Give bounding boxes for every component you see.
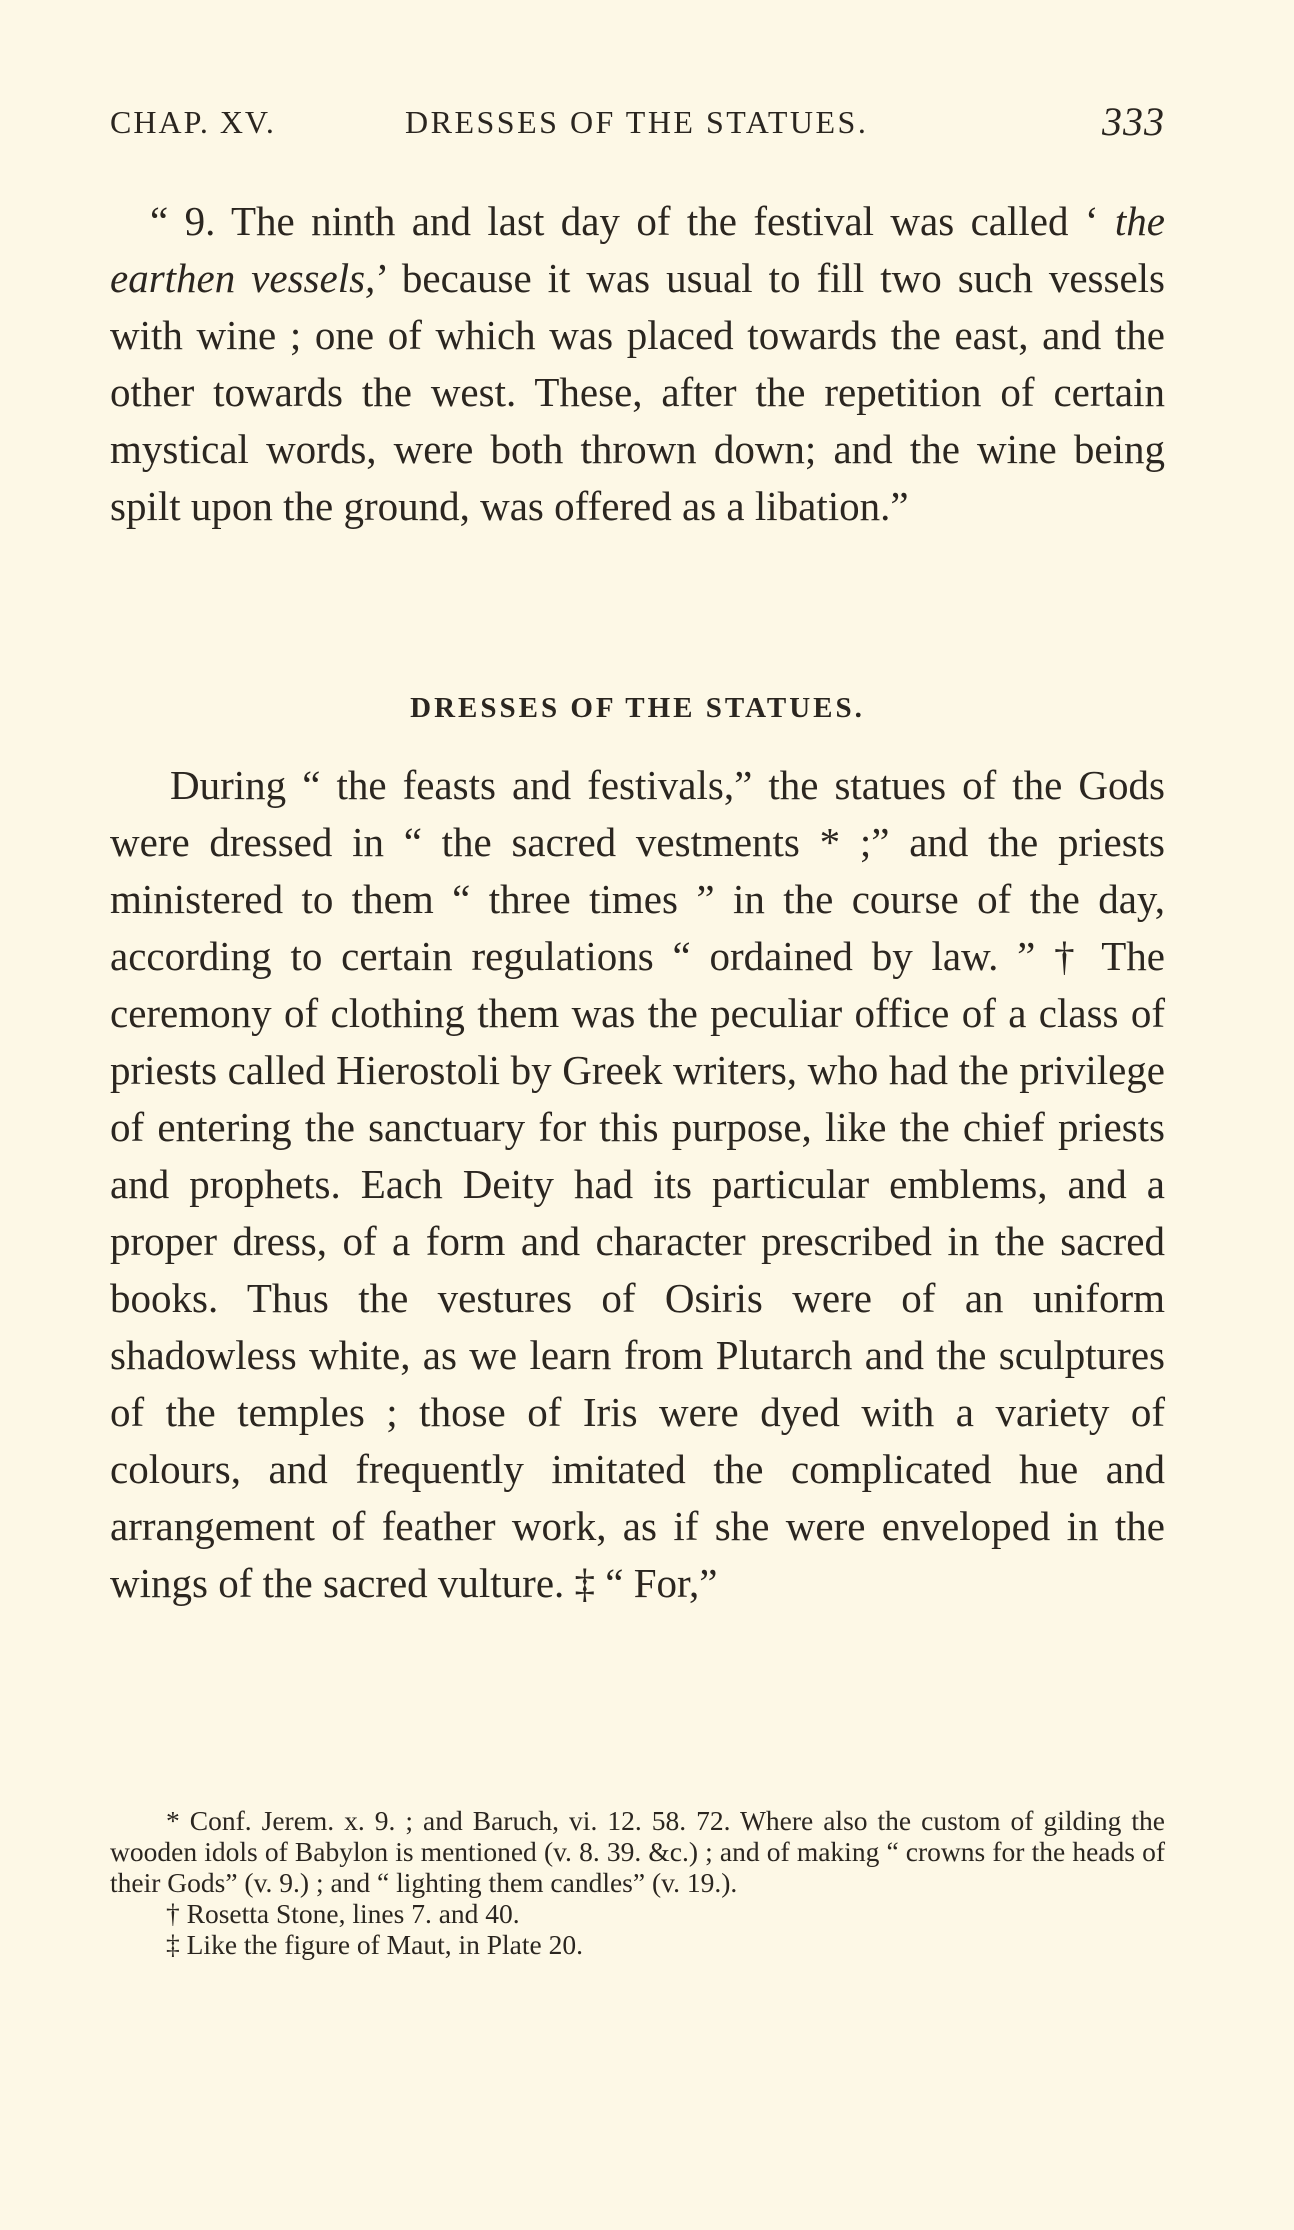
footnotes: [110, 1805, 1165, 1960]
footnote-asterisk: * Conf. Jerem. x. 9. ; and Baruch, vi. 12. 58. 72. Where also the custom of gilding the wooden idols of Babylon is mentioned (v. 8. 39. &c.) ; and of making “ crowns for the heads of their Gods” (v. 9.) ; and “ lighting them candles” (v. 19.).: [110, 1805, 1165, 1898]
footnote-dagger: † Rosetta Stone, lines 7. and 40.: [166, 1898, 520, 1929]
paragraph-festival-day-nine: [110, 193, 1165, 535]
italic-phrase: the earthen vessels,: [110, 198, 1165, 301]
page-number: 333: [1102, 99, 1165, 144]
paragraph-rest: ’ because it was usual to fill two such vessels with wine ; one of which was placed towards the east, and the other towards the west. These, after the repetition of certain mystical words, were both thrown down; and the wine being spilt upon the ground, was offered as a libation.”: [110, 255, 1165, 529]
paragraph-dresses-of-statues: During “ the feasts and festivals,” the statues of the Gods were dressed in “ the sacred vestments * ;” and the priests ministered to them “ three times ” in the course of the day, according to certain regulations “ ordained by law. ” † The ceremony of clothing them was the peculiar office of a class of priests called Hierostoli by Greek writers, who had the privilege of entering the sanctuary for this purpose, like the chief priests and prophets. Each Deity had its particular emblems, and a proper dress, of a form and character prescribed in the sacred books. Thus the vestures of Osiris were of an uniform shadowless white, as we learn from Plutarch and the sculptures of the temples ; those of Iris were dyed with a variety of colours, and frequently imitated the complicated hue and arrangement of feather work, as if she were enveloped in the wings of the sacred vulture. ‡ “ For,”: [110, 762, 1165, 1606]
running-title: DRESSES OF THE STATUES.: [405, 104, 869, 140]
paragraph-lead: “ 9. The ninth and last day of the festival was called ‘: [150, 198, 1115, 244]
section-heading: DRESSES OF THE STATUES.: [410, 692, 865, 724]
running-header: [110, 99, 1165, 152]
chapter-label: CHAP. XV.: [110, 104, 276, 140]
footnote-double-dagger: ‡ Like the figure of Maut, in Plate 20.: [166, 1929, 583, 1960]
